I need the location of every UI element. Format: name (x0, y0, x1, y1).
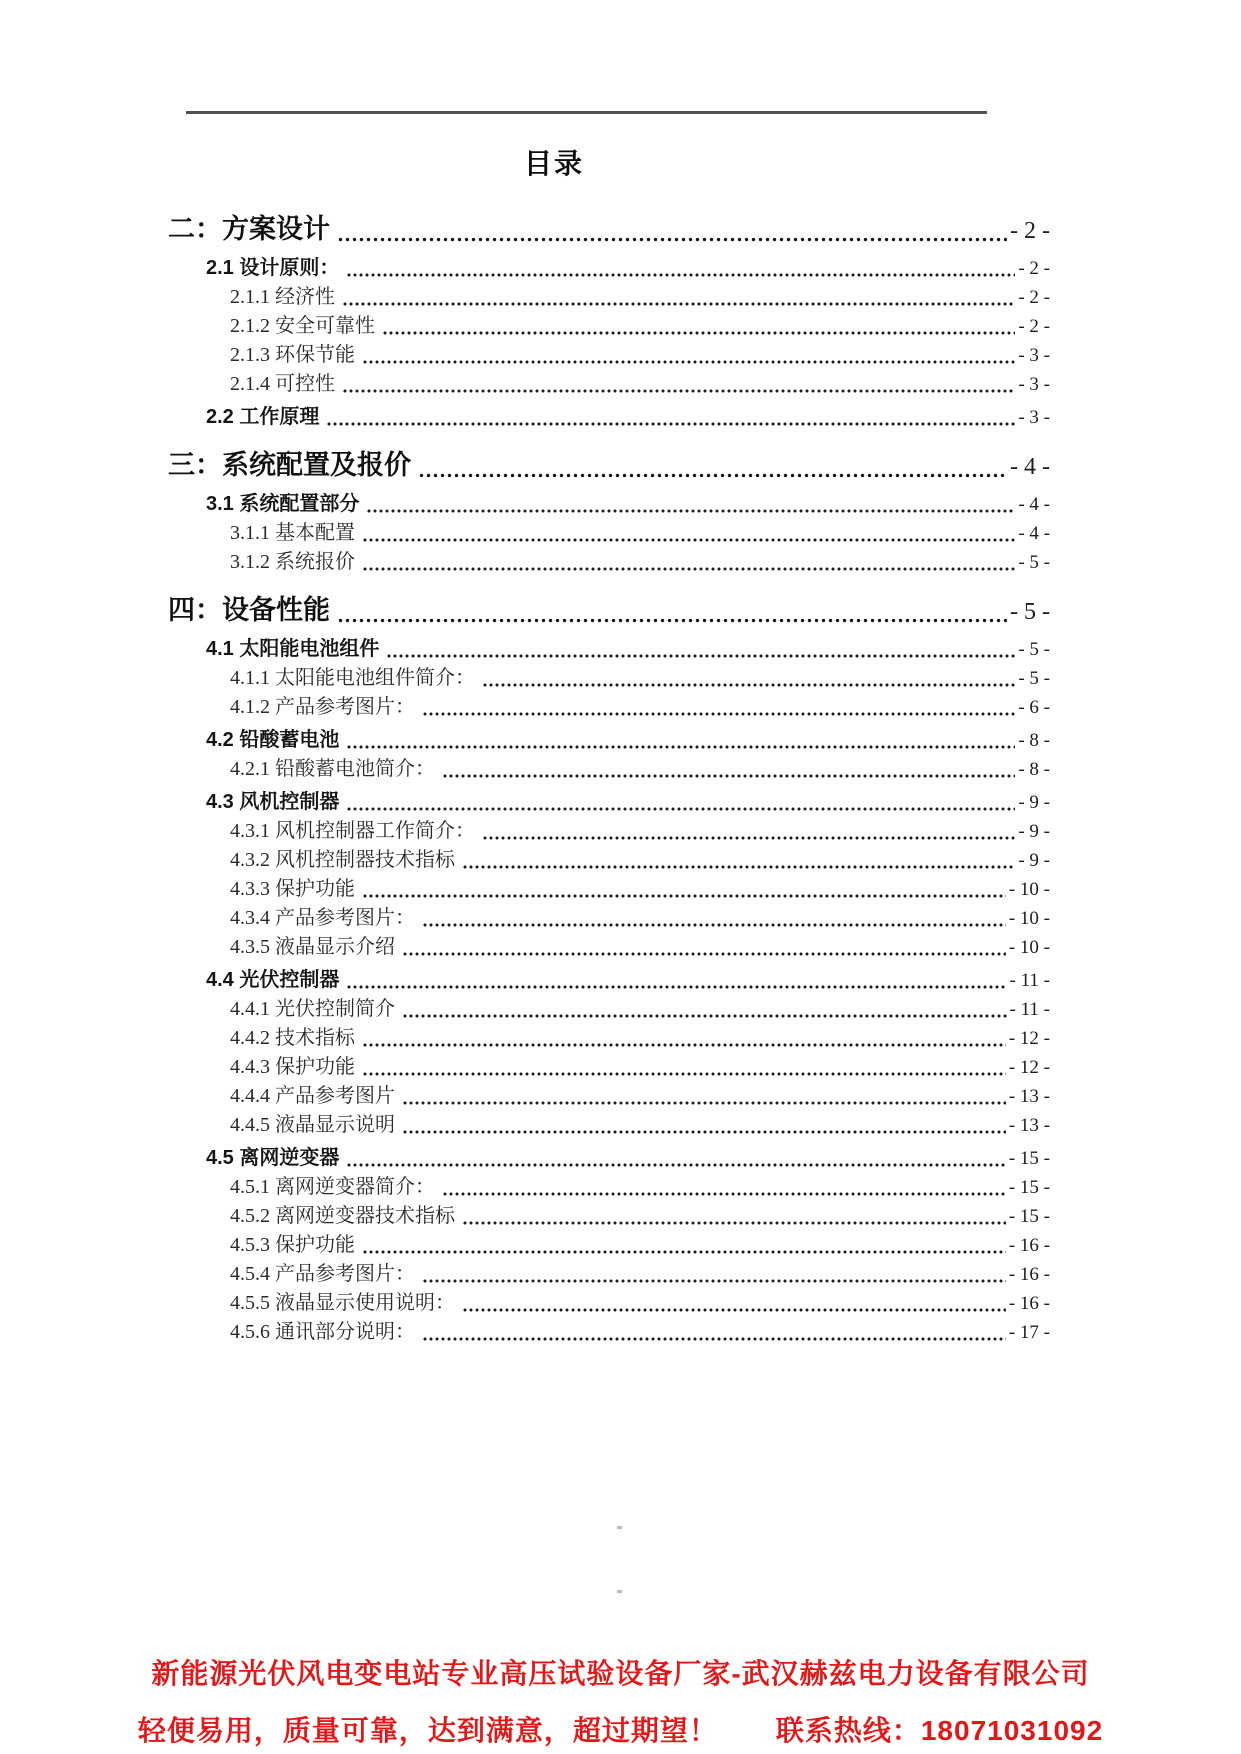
toc-entry-label: 4.4.1 光伏控制简介 (230, 998, 395, 1020)
toc-page-number: - 17 - (1008, 1322, 1050, 1343)
toc-entry-label: 3.1 系统配置部分 (206, 493, 360, 515)
toc-entry-label: 四：设备性能 (168, 595, 330, 625)
toc-page-number: - 8 - (1018, 759, 1050, 780)
toc-entry[interactable] (168, 995, 1050, 1024)
toc-page-number: - 4 - (1010, 454, 1050, 480)
footer (0, 1652, 1241, 1749)
toc-entry-label: 4.4.2 技术指标 (230, 1027, 355, 1049)
toc-entry[interactable] (168, 548, 1050, 577)
toc-entry[interactable] (168, 1289, 1050, 1318)
toc-entry-label: 4.5.2 离网逆变器技术指标 (230, 1205, 455, 1227)
stray-mark (617, 1590, 622, 1593)
toc-leader-dots (362, 1071, 1006, 1077)
toc-page-number: - 13 - (1008, 1086, 1050, 1107)
toc-entry-label: 4.5 离网逆变器 (206, 1147, 340, 1169)
toc-leader-dots (346, 744, 1015, 750)
toc-leader-dots (362, 1042, 1006, 1048)
toc-page-number: - 10 - (1008, 879, 1050, 900)
toc-entry[interactable] (168, 254, 1050, 283)
toc-page-number: - 12 - (1008, 1028, 1050, 1049)
toc-leader-dots (482, 835, 1015, 841)
toc-page-number: - 3 - (1018, 345, 1050, 366)
toc-page-number: - 13 - (1008, 1115, 1050, 1136)
toc-entry-label: 3.1.1 基本配置 (230, 522, 355, 544)
toc-entry-label: 4.5.6 通讯部分说明： (230, 1321, 415, 1343)
toc-page-number: - 9 - (1018, 821, 1050, 842)
toc-entry[interactable] (168, 283, 1050, 312)
toc-entry[interactable] (168, 1318, 1050, 1347)
toc-entry-label: 4.1.2 产品参考图片： (230, 696, 415, 718)
toc-entry[interactable] (168, 519, 1050, 548)
toc-page-number: - 2 - (1010, 218, 1050, 244)
toc-entry[interactable] (168, 1111, 1050, 1140)
toc-leader-dots (422, 1278, 1006, 1284)
toc-entry-label: 4.2 铅酸蓄电池 (206, 729, 340, 751)
toc-leader-dots (462, 1307, 1006, 1313)
toc-leader-dots (442, 773, 1015, 779)
toc-page-number: - 4 - (1018, 494, 1050, 515)
toc-leader-dots (386, 653, 1015, 659)
toc-page-number: - 6 - (1018, 697, 1050, 718)
toc-entry[interactable] (168, 446, 1050, 486)
toc-entry[interactable] (168, 788, 1050, 817)
toc-leader-dots (342, 388, 1015, 394)
toc-leader-dots (422, 711, 1015, 717)
toc-entry-label: 4.1.1 太阳能电池组件简介： (230, 667, 475, 689)
footer-slogan: 轻便易用，质量可靠，达到满意，超过期望！ (137, 1715, 718, 1746)
toc-page-number: - 9 - (1018, 850, 1050, 871)
toc-entry-label: 2.1 设计原则： (206, 257, 340, 279)
toc-entry[interactable] (168, 966, 1050, 995)
toc-entry-label: 4.4.4 产品参考图片 (230, 1085, 395, 1107)
toc-entry[interactable] (168, 846, 1050, 875)
toc-leader-dots (462, 864, 1015, 870)
toc-page-number: - 10 - (1008, 908, 1050, 929)
toc-entry[interactable] (168, 1173, 1050, 1202)
toc-entry-label: 4.3 风机控制器 (206, 791, 340, 813)
toc-entry-label: 三：系统配置及报价 (168, 450, 411, 480)
toc-entry[interactable] (168, 591, 1050, 631)
toc-leader-dots (362, 566, 1015, 572)
toc-page-number: - 11 - (1009, 999, 1050, 1020)
footer-slogan-line (0, 1709, 1241, 1749)
toc-entry-label: 4.5.5 液晶显示使用说明： (230, 1292, 455, 1314)
toc-page-number: - 8 - (1018, 730, 1050, 751)
toc-entry-label: 4.1 太阳能电池组件 (206, 638, 380, 660)
toc-entry[interactable] (168, 210, 1050, 250)
toc-entry[interactable] (168, 1202, 1050, 1231)
stray-mark (617, 1526, 622, 1529)
toc-entry-label: 4.2.1 铅酸蓄电池简介： (230, 758, 435, 780)
toc-entry[interactable] (168, 1260, 1050, 1289)
toc-page-number: - 3 - (1018, 407, 1050, 428)
toc-entry[interactable] (168, 490, 1050, 519)
toc-page-number: - 5 - (1018, 552, 1050, 573)
toc-entry-label: 4.3.5 液晶显示介绍 (230, 936, 395, 958)
toc-entry-label: 4.4.5 液晶显示说明 (230, 1114, 395, 1136)
toc-page-number: - 16 - (1008, 1235, 1050, 1256)
toc-entry[interactable] (168, 312, 1050, 341)
toc-page-number: - 15 - (1008, 1177, 1050, 1198)
table-of-contents (168, 196, 1050, 1347)
header-rule (186, 111, 987, 114)
toc-page-number: - 2 - (1018, 316, 1050, 337)
toc-entry-label: 4.3.2 风机控制器技术指标 (230, 849, 455, 871)
toc-entry[interactable] (168, 693, 1050, 722)
toc-entry[interactable] (168, 726, 1050, 755)
toc-leader-dots (342, 301, 1015, 307)
toc-entry[interactable] (168, 1082, 1050, 1111)
toc-entry[interactable] (168, 1053, 1050, 1082)
toc-leader-dots (346, 272, 1015, 278)
toc-leader-dots (402, 951, 1006, 957)
toc-entry[interactable] (168, 370, 1050, 399)
toc-page-number: - 5 - (1018, 668, 1050, 689)
toc-page-number: - 16 - (1008, 1264, 1050, 1285)
toc-page-number: - 12 - (1008, 1057, 1050, 1078)
toc-entry-label: 2.1.2 安全可靠性 (230, 315, 375, 337)
toc-entry-label: 2.1.1 经济性 (230, 286, 335, 308)
toc-page-number: - 4 - (1018, 523, 1050, 544)
toc-entry-label: 2.1.4 可控性 (230, 373, 335, 395)
toc-entry-label: 二：方案设计 (168, 214, 330, 244)
toc-leader-dots (362, 1249, 1006, 1255)
toc-page-number: - 15 - (1008, 1148, 1050, 1169)
toc-leader-dots (402, 1129, 1006, 1135)
toc-leader-dots (346, 984, 1006, 990)
toc-entry-label: 4.5.1 离网逆变器简介： (230, 1176, 435, 1198)
toc-leader-dots (418, 472, 1007, 479)
footer-company-line: 新能源光伏风电变电站专业高压试验设备厂家-武汉赫兹电力设备有限公司 (151, 1658, 1090, 1689)
toc-leader-dots (337, 617, 1007, 624)
toc-leader-dots (326, 421, 1015, 427)
toc-entry[interactable] (168, 403, 1050, 432)
toc-entry-label: 4.5.3 保护功能 (230, 1234, 355, 1256)
toc-entry[interactable] (168, 635, 1050, 664)
footer-hotline-number[interactable]: 18071031092 (920, 1715, 1104, 1746)
toc-leader-dots (362, 893, 1006, 899)
toc-entry-label: 4.3.3 保护功能 (230, 878, 355, 900)
footer-hotline (776, 1709, 1103, 1749)
toc-entry[interactable] (168, 664, 1050, 693)
toc-leader-dots (382, 330, 1015, 336)
toc-leader-dots (462, 1220, 1006, 1226)
toc-leader-dots (402, 1013, 1007, 1019)
toc-entry[interactable] (168, 1144, 1050, 1173)
toc-entry[interactable] (168, 904, 1050, 933)
toc-leader-dots (366, 508, 1015, 514)
page-title: 目录 (523, 148, 584, 179)
toc-page-number: - 9 - (1018, 792, 1050, 813)
toc-entry-label: 4.3.1 风机控制器工作简介： (230, 820, 475, 842)
toc-leader-dots (402, 1100, 1006, 1106)
toc-entry-label: 3.1.2 系统报价 (230, 551, 355, 573)
toc-page-number: - 2 - (1018, 287, 1050, 308)
toc-leader-dots (346, 806, 1015, 812)
toc-entry[interactable] (168, 1024, 1050, 1053)
toc-entry[interactable] (168, 875, 1050, 904)
toc-entry[interactable] (168, 817, 1050, 846)
toc-leader-dots (422, 922, 1006, 928)
toc-leader-dots (442, 1191, 1006, 1197)
toc-page-number: - 10 - (1008, 937, 1050, 958)
toc-leader-dots (337, 236, 1007, 243)
toc-leader-dots (346, 1162, 1005, 1168)
toc-page-number: - 2 - (1018, 258, 1050, 279)
toc-entry-label: 2.2 工作原理 (206, 406, 320, 428)
toc-entry-label: 4.5.4 产品参考图片： (230, 1263, 415, 1285)
toc-entry-label: 2.1.3 环保节能 (230, 344, 355, 366)
toc-page-number: - 5 - (1010, 599, 1050, 625)
toc-leader-dots (422, 1336, 1006, 1342)
toc-leader-dots (362, 537, 1015, 543)
toc-entry[interactable] (168, 933, 1050, 962)
toc-page-number: - 16 - (1008, 1293, 1050, 1314)
footer-hotline-label: 联系热线： (775, 1715, 921, 1746)
toc-leader-dots (482, 682, 1015, 688)
toc-entry[interactable] (168, 341, 1050, 370)
toc-leader-dots (362, 359, 1015, 365)
toc-entry-label: 4.4 光伏控制器 (206, 969, 340, 991)
toc-entry[interactable] (168, 755, 1050, 784)
toc-page-number: - 11 - (1009, 970, 1050, 991)
toc-page-number: - 3 - (1018, 374, 1050, 395)
toc-entry-label: 4.3.4 产品参考图片： (230, 907, 415, 929)
toc-entry-label: 4.4.3 保护功能 (230, 1056, 355, 1078)
toc-page-number: - 15 - (1008, 1206, 1050, 1227)
toc-page-number: - 5 - (1018, 639, 1050, 660)
toc-entry[interactable] (168, 1231, 1050, 1260)
